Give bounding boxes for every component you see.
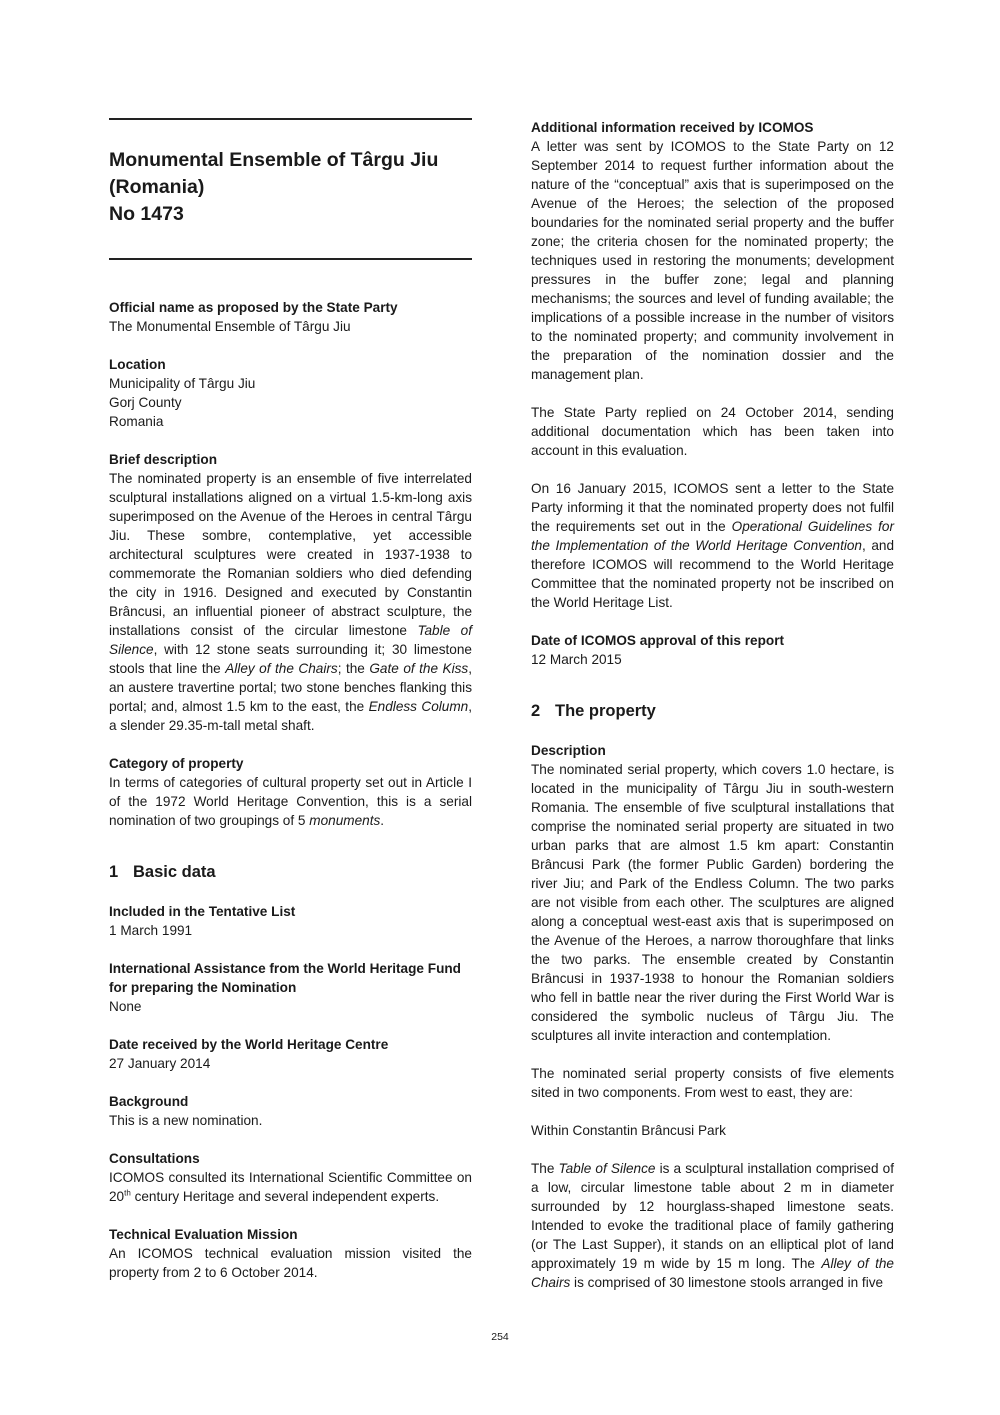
italic-run: Gate of the Kiss: [369, 661, 469, 676]
section-heading: Consultations: [109, 1151, 200, 1166]
description-section: [531, 741, 894, 1045]
section-text: A letter was sent by ICOMOS to the State Party on 12 September 2014 to request further information about the nature of the “conceptual” axis that is superimposed on the Avenue of the Heroes; the selection of the proposed boundaries for the nominated serial property and the buffer zone; the criteria chosen for the nominated property; the techniques used in restoring the monuments; development pressures in the buffer zone; legal and planning mechanisms; the sources and level of funding available; the implications of a possible increase in the number of visitors to the nominated property; and community involvement in the preparation of the nomination dossier and the management plan.: [531, 139, 894, 382]
location-section: [109, 355, 472, 431]
italic-run: Alley of the Chairs: [225, 661, 338, 676]
title-block: [109, 120, 472, 258]
section-heading: Description: [531, 743, 606, 758]
section-text: This is a new nomination.: [109, 1113, 263, 1128]
text-run: , with 12 stone seats surrounding it; 30 limestone stools that line the: [109, 642, 472, 676]
section-heading: Official name as proposed by the State Party: [109, 300, 398, 315]
text-run: In terms of categories of cultural property set out in Article I of the 1972 World Heritage Convention, this is a serial nomination of two groupings of 5: [109, 775, 472, 828]
italic-run: monuments: [309, 813, 381, 828]
section-heading: Category of property: [109, 756, 244, 771]
section-heading: Background: [109, 1094, 189, 1109]
section-heading: International Assistance from the World Heritage Fund for preparing the Nomination: [109, 961, 461, 995]
background-section: [109, 1092, 472, 1130]
text-run: The nominated property is an ensemble of five interrelated sculptural installations aligned on a virtual 1.5-km-long axis superimposed on the Avenue of the Heroes in central Târgu Jiu. These sombre, contemplative, yet accessible architectural sculptures were created in 1937-1938 to commemorate the Romanian soldiers who died defending the city in 1916. Designed and executed by Constantin Brâncusi, an influential pioneer of abstract sculpture, the installations consist of the circular limestone: [109, 471, 472, 638]
additional-info-section: [531, 118, 894, 384]
subheading-text: Within Constantin Brâncusi Park: [531, 1123, 726, 1138]
italic-run: Table of Silence: [558, 1161, 656, 1176]
replied-paragraph: [531, 403, 894, 460]
date-received-section: [109, 1035, 472, 1073]
brief-description-section: [109, 450, 472, 735]
section-heading: Brief description: [109, 452, 218, 467]
approval-section: [531, 631, 894, 669]
section-heading: Location: [109, 357, 166, 372]
brief-description-text: [109, 469, 472, 735]
official-name-section: [109, 298, 472, 336]
chapter-number: 2: [531, 702, 541, 720]
superscript: th: [124, 1188, 131, 1198]
section-text: None: [109, 999, 142, 1014]
right-column: [531, 118, 894, 1311]
location-line: Municipality of Târgu Jiu: [109, 376, 256, 391]
left-column: [109, 118, 472, 1301]
document-title: [109, 147, 472, 228]
paragraph-text: [531, 1159, 894, 1292]
consultations-text: [109, 1168, 472, 1206]
location-line: Romania: [109, 414, 164, 429]
section-text: An ICOMOS technical evaluation mission visited the property from 2 to 6 October 2014.: [109, 1246, 472, 1280]
title-line: No 1473: [109, 203, 184, 225]
italic-run: Endless Column: [368, 699, 469, 714]
paragraph-text: The State Party replied on 24 October 2014, sending additional documentation which has been taken into account in this evaluation.: [531, 405, 894, 458]
consultations-section: [109, 1149, 472, 1206]
location-line: Gorj County: [109, 395, 182, 410]
section-text: The Monumental Ensemble of Târgu Jiu: [109, 319, 351, 334]
section-text: 12 March 2015: [531, 652, 622, 667]
italic-run: Alley of the Chairs: [531, 1256, 894, 1290]
category-text: [109, 773, 472, 830]
basic-data-chapter: [109, 861, 472, 883]
assistance-section: [109, 959, 472, 1016]
property-chapter: [531, 700, 894, 722]
text-run: is a sculptural installation comprised of a low, circular limestone table about 2 m in diameter surrounded by 12 hourglass-shaped limestone seats. Intended to evoke the traditional place of family gathering (or The Last Supper), it stands on an elliptical plot of land approximately 19 m wide by 15 m long. The: [531, 1161, 895, 1271]
section-text: The nominated serial property, which covers 1.0 hectare, is located in the municipality of Târgu Jiu in south-western Romania. The ensemble of five sculptural installations that comprise the nominated serial property are situated in two urban parks that are almost 1.5 km apart: Constantin Brâncusi Park (the former Public Garden) bordering the river Jiu; and Park of the Endless Column. The two parks are not visible from each other. The sculptures are aligned along a conceptual west-east axis that is superimposed on the Avenue of the Heroes, a narrow thoroughfare that links the two parks. The ensemble created by Constantin Brâncusi in 1937-1938 to honour the Romanian soldiers who fell in battle near the river during the First World War is considered the symbolic nucleus of Târgu Jiu. The sculptures all invite interaction and contemplation.: [531, 762, 894, 1043]
letter-paragraph: [531, 479, 894, 612]
text-run: .: [380, 813, 385, 828]
elements-paragraph: [531, 1064, 894, 1102]
chapter-number: 1: [109, 863, 119, 881]
text-run: The: [531, 1161, 559, 1176]
text-run: century Heritage and several independent experts.: [130, 1189, 440, 1204]
chapter-heading: [109, 861, 472, 883]
text-run: is comprised of 30 limestone stools arranged in five: [570, 1275, 884, 1290]
text-run: ; the: [337, 661, 370, 676]
title-line: Monumental Ensemble of Târgu Jiu: [109, 149, 439, 171]
section-heading: Included in the Tentative List: [109, 904, 296, 919]
table-of-silence-paragraph: [531, 1159, 894, 1292]
section-heading: Date received by the World Heritage Centre: [109, 1037, 389, 1052]
within-park-subheading: [531, 1121, 894, 1140]
section-heading: Additional information received by ICOMOS: [531, 120, 814, 135]
category-section: [109, 754, 472, 830]
text-run: , and therefore ICOMOS will recommend to the World Heritage Committee that the nominated property not be inscribed on the World Heritage List.: [531, 538, 895, 610]
section-heading: Technical Evaluation Mission: [109, 1227, 298, 1242]
mission-section: [109, 1225, 472, 1282]
chapter-title: Basic data: [133, 863, 216, 881]
text-run: ICOMOS consulted its International Scientific Committee on 20: [109, 1170, 472, 1204]
paragraph-text: The nominated serial property consists of five elements sited in two components. From west to east, they are:: [531, 1066, 894, 1100]
italic-run: Table of Silence: [109, 623, 473, 657]
italic-run: Operational Guidelines for the Implementation of the World Heritage Convention: [531, 519, 894, 553]
title-line: (Romania): [109, 176, 205, 198]
section-heading: Date of ICOMOS approval of this report: [531, 633, 785, 648]
text-run: On 16 January 2015, ICOMOS sent a letter to the State Party informing it that the nominated property does not fulfil the requirements set out in the: [531, 481, 894, 534]
page-number: 254: [491, 1331, 509, 1343]
tentative-list-section: [109, 902, 472, 940]
text-run: , an austere travertine portal; two stone benches flanking this portal; and, almost 1.5 km to the east, the: [109, 661, 473, 714]
text-run: , a slender 29.35-m-tall metal shaft.: [109, 699, 473, 733]
section-text: 27 January 2014: [109, 1056, 211, 1071]
section-text: 1 March 1991: [109, 923, 193, 938]
chapter-title: The property: [555, 702, 656, 720]
paragraph-text: [531, 479, 894, 612]
chapter-heading: [531, 700, 894, 722]
